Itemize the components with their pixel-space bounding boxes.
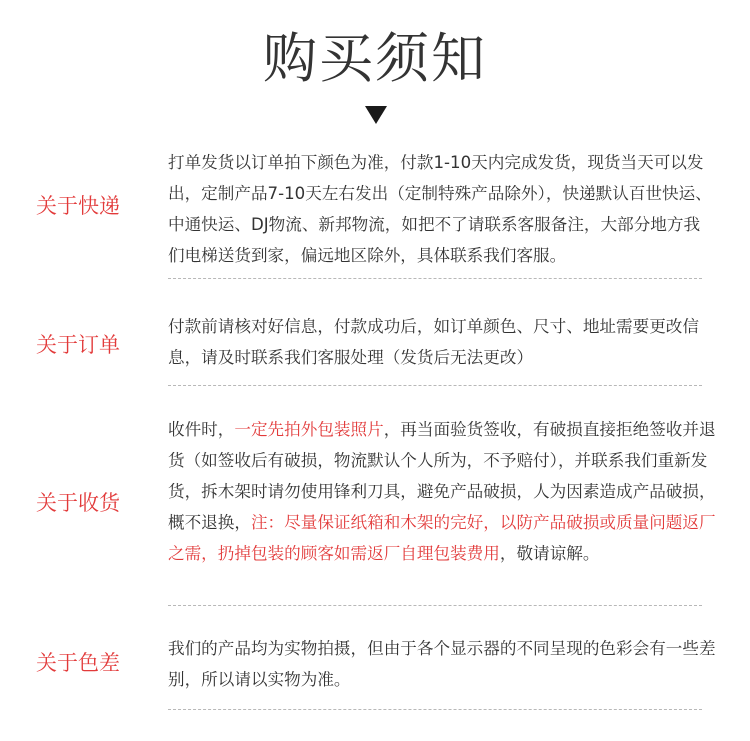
section-label-color-difference: 关于色差 <box>36 651 120 675</box>
section-text-express: 打单发货以订单拍下颜色为准，付款1-10天内完成发货，现货当天可以发出，定制产品7-10天左右发出（定制特殊产品除外），快递默认百世快运、中通快运、DJ物流、新邦物流，如把不了请联系客服备注，大部分地方我们电梯送货到家，偏远地区除外，具体联系我们客服。 <box>168 153 712 265</box>
section-divider <box>168 278 702 279</box>
section-label-order: 关于订单 <box>36 333 120 357</box>
section-divider <box>168 605 702 606</box>
section-label-receipt: 关于收货 <box>36 491 120 515</box>
page-title: 购买须知 <box>263 27 487 90</box>
down-triangle-icon <box>365 106 387 124</box>
section-divider <box>168 385 702 386</box>
section-text-receipt <box>168 414 716 569</box>
section-text-color-difference: 我们的产品均为实物拍摄，但由于各个显示器的不同呈现的色彩会有一些差别，所以请以实物为准。 <box>168 639 716 689</box>
receipt-text-part: ，再当面验货签收，有破损直接拒绝签收并退货（如签收后有破损，物流默认个人所为，不予赔付），并联系我们重新发货，拆木架时请勿使用锋利刀具，避免产品破损，人为因素造成产品破损，概不退换， <box>168 420 716 532</box>
receipt-highlight-notice: 注：尽量保证纸箱和木架的完好，以防产品破损或质量问题返厂之需，扔掉包装的顾客如需返厂自理包装费用 <box>168 513 716 563</box>
receipt-text-part: 收件时， <box>168 420 235 439</box>
section-label-express: 关于快递 <box>36 194 120 218</box>
section-text-order: 付款前请核对好信息，付款成功后，如订单颜色、尺寸、地址需要更改信息，请及时联系我们客服处理（发货后无法更改） <box>168 317 699 367</box>
section-divider <box>168 709 702 710</box>
receipt-highlight-photo: 一定先拍外包装照片 <box>234 420 384 439</box>
receipt-text-part: ，敬请谅解。 <box>499 544 600 563</box>
